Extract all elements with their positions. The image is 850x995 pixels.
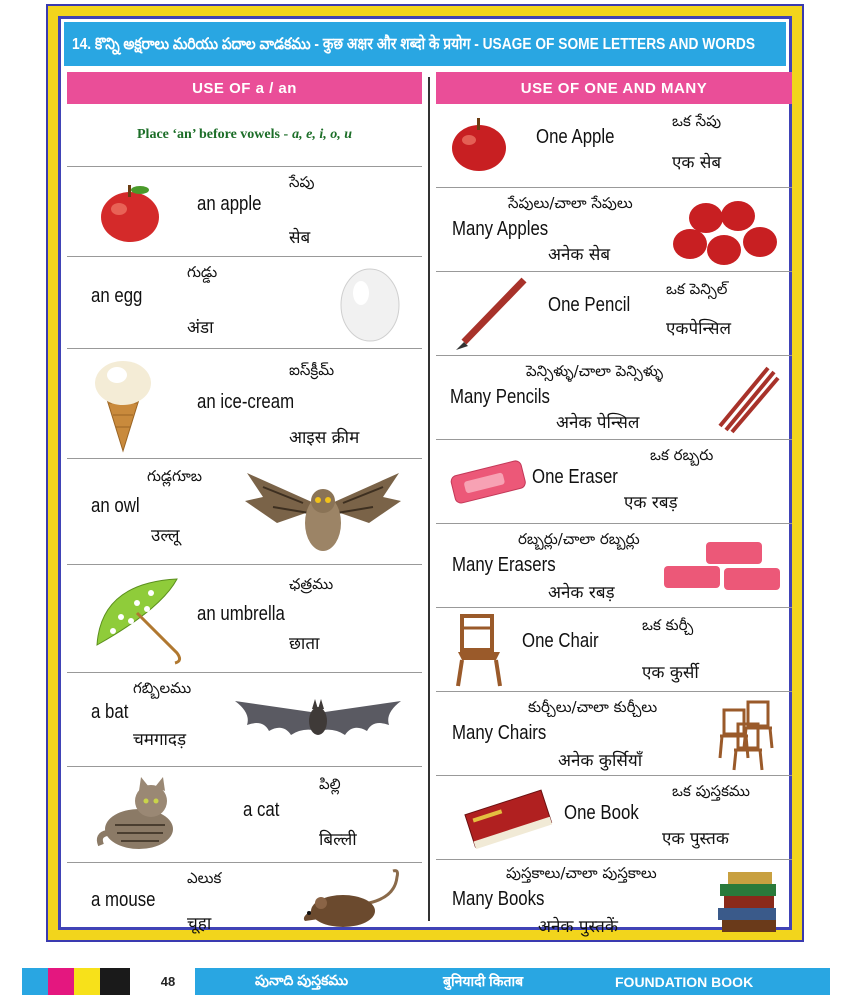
owl-icon (243, 467, 403, 557)
item-telugu: పెన్సిళ్ళు/చాలా పెన్సిళ్ళు (526, 362, 664, 380)
list-item-many-chairs (436, 692, 792, 776)
item-hindi: छाता (289, 634, 320, 654)
item-hindi: अनेक रबड़ (548, 583, 615, 603)
item-telugu: కుర్చీలు/చాలా కుర్చీలు (528, 698, 658, 716)
bat-icon (233, 691, 403, 749)
footer (0, 968, 850, 995)
color-swatch-magenta (48, 968, 74, 995)
item-english: an egg (91, 285, 143, 307)
item-hindi: आइस क्रीम (289, 428, 360, 448)
item-telugu: ఒక కుర్చీ (642, 616, 694, 634)
list-item-an-egg (67, 257, 422, 349)
chairs-icon (708, 700, 784, 772)
item-telugu: సేపులు/చాలా సేపులు (508, 194, 633, 212)
mouse-icon (299, 867, 405, 933)
list-item-an-owl (67, 459, 422, 565)
footer-bar (195, 968, 830, 995)
chart-inner (58, 16, 792, 937)
item-hindi: एकपेन्सिल (666, 319, 732, 339)
chair-icon (454, 614, 504, 688)
item-hindi: सेब (289, 228, 311, 248)
left-section-header: USE OF a / an (67, 72, 422, 104)
eraser-icon (446, 456, 530, 506)
cat-icon (95, 775, 177, 855)
item-hindi: अंडा (187, 318, 214, 338)
right-column (436, 72, 792, 937)
item-english: Many Chairs (452, 722, 547, 744)
list-item-many-apples (436, 188, 792, 272)
item-english: a cat (243, 799, 280, 821)
footer-hindi: बुनियादी किताब (443, 973, 524, 989)
item-hindi: अनेक कुर्सियाँ (558, 751, 643, 771)
right-section-header: USE OF ONE AND MANY (436, 72, 792, 104)
item-english: Many Apples (452, 218, 549, 240)
item-english: Many Books (452, 888, 545, 910)
item-english: Many Erasers (452, 554, 556, 576)
book-icon (458, 782, 556, 854)
page-title-text: 14. కొన్ని అక్షరాలు మరియు పదాల వాడకము - कुछ अक्षर और शब्दो के प्रयोग - USAGE OF SOME LETTERS AND WORDS (72, 35, 756, 53)
list-item-a-mouse (67, 863, 422, 947)
list-item-a-bat (67, 673, 422, 767)
item-telugu: ఒక పెన్సిల్ (666, 280, 728, 298)
color-swatch-cyan (22, 968, 48, 995)
books-icon (714, 866, 782, 936)
item-english: One Eraser (532, 466, 618, 488)
item-hindi: उल्लू (151, 526, 180, 546)
list-item-many-erasers (436, 524, 792, 608)
item-hindi: एक रबड़ (624, 493, 678, 513)
umbrella-icon (91, 573, 191, 667)
list-item-one-eraser (436, 440, 792, 524)
erasers-icon (662, 540, 784, 600)
item-english: One Chair (522, 630, 599, 652)
page-number: 48 (160, 974, 176, 989)
item-telugu: గుడ్లగూబ (147, 467, 203, 485)
item-hindi: अनेक पुस्तकें (538, 917, 618, 937)
color-swatch-black (100, 968, 130, 995)
pencil-icon (450, 276, 532, 352)
list-item-one-chair (436, 608, 792, 692)
item-hindi: एक पुस्तक (662, 829, 729, 849)
item-telugu: రబ్బర్లు/చాలా రబ్బర్లు (518, 530, 640, 548)
list-item-an-umbrella (67, 565, 422, 673)
vowel-rule-text: Place ‘an’ before vowels - (137, 127, 289, 142)
list-item-a-cat (67, 767, 422, 863)
apple-icon (97, 181, 163, 243)
item-english: a bat (91, 701, 129, 723)
item-english: One Book (564, 802, 639, 824)
item-hindi: चमगादड़ (133, 730, 187, 750)
item-english: an owl (91, 495, 140, 517)
left-column (67, 72, 422, 934)
ice-cream-icon (91, 355, 155, 453)
color-swatch-yellow (74, 968, 100, 995)
item-telugu: ఒక రబ్బరు (650, 446, 714, 464)
item-english: One Pencil (548, 294, 631, 316)
list-item-many-pencils (436, 356, 792, 440)
column-divider (428, 77, 430, 921)
chart-frame (46, 4, 804, 942)
list-item-one-apple (436, 104, 792, 188)
item-hindi: अनेक सेब (548, 245, 611, 265)
footer-telugu: పునాది పుస్తకము (255, 971, 349, 988)
footer-english: FOUNDATION BOOK (615, 973, 754, 990)
item-hindi: चूहा (187, 914, 212, 934)
item-english: an ice-cream (197, 391, 295, 413)
item-telugu: పిల్లి (319, 775, 341, 793)
item-telugu: పుస్తకాలు/చాలా పుస్తకాలు (506, 864, 657, 882)
item-hindi: एक सेब (672, 153, 722, 173)
page-title (64, 22, 786, 66)
item-english: Many Pencils (450, 386, 550, 408)
apple-icon (450, 116, 508, 172)
item-english: an umbrella (197, 603, 285, 625)
item-telugu: గబ్బిలము (133, 679, 192, 697)
item-english: an apple (197, 193, 262, 215)
list-item-many-books (436, 860, 792, 944)
pencils-icon (712, 364, 782, 434)
list-item-one-book (436, 776, 792, 860)
vowel-rule (67, 104, 422, 167)
item-hindi: अनेक पेन्सिल (556, 413, 640, 433)
item-hindi: बिल्ली (319, 830, 357, 850)
list-item-an-apple (67, 167, 422, 257)
list-item-one-pencil (436, 272, 792, 356)
item-english: a mouse (91, 889, 156, 911)
item-telugu: ఎలుక (187, 869, 222, 887)
item-hindi: एक कुर्सी (642, 663, 699, 683)
list-item-an-ice-cream (67, 349, 422, 459)
item-telugu: ఒక సేపు (672, 112, 722, 130)
vowel-list: a, e, i, o, u (292, 127, 352, 142)
item-telugu: ఐస్‌క్రీమ్ (289, 361, 335, 379)
item-telugu: ఛత్రము (289, 575, 334, 593)
item-telugu: ఒక పుస్తకము (672, 782, 750, 800)
apples-icon (672, 196, 782, 268)
item-telugu: గుడ్డు (187, 263, 218, 281)
egg-icon (337, 263, 403, 343)
item-english: One Apple (536, 126, 615, 148)
item-telugu: సేపు (289, 173, 315, 191)
